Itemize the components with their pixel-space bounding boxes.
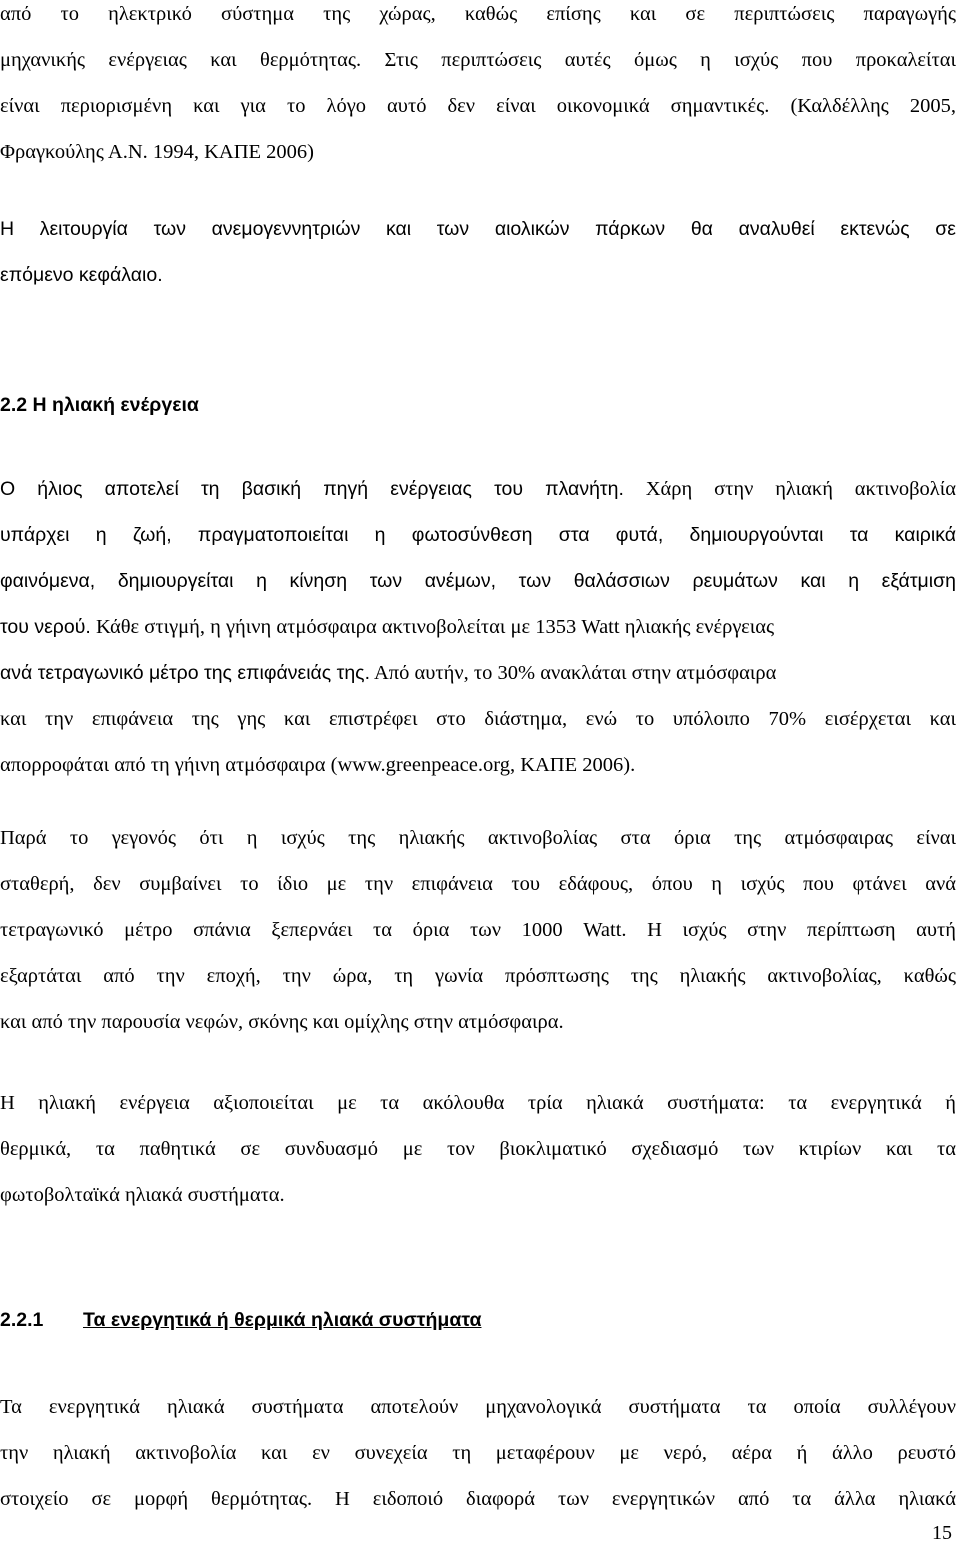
- paragraph-solar-systems: [0, 1080, 956, 1218]
- text-line: Φραγκούλης Α.Ν. 1994, ΚΑΠΕ 2006): [0, 141, 315, 163]
- text-line: από το ηλεκτρικό σύστημα της χώρας, καθώς επίσης και σε περιπτώσεις παραγωγής: [0, 3, 956, 25]
- text-line: θερμικά, τα παθητικά σε συνδυασμό με τον βιοκλιματικό σχεδιασμό των κτιρίων και τα: [0, 1138, 956, 1160]
- text-line: μηχανικής ενέργειας και θερμότητας. Στις περιπτώσεις αυτές όμως η ισχύς που προκαλείται: [0, 49, 956, 71]
- paragraph-sun: [0, 466, 956, 788]
- section-heading: [0, 382, 199, 428]
- text-line: επόμενο κεφάλαιο.: [0, 264, 163, 286]
- subsection-heading: [0, 1297, 481, 1343]
- text-line: φαινόμενα, δημιουργείται η κίνηση των ανέμων, των θαλάσσιων ρευμάτων και η εξάτμιση: [0, 570, 956, 592]
- text-line: [0, 604, 956, 650]
- text-line: είναι περιορισμένη και για το λόγο αυτό δεν είναι οικονομικά σημαντικές. (Καλδέλλης 2005,: [0, 95, 956, 117]
- text-line: φωτοβολταϊκά ηλιακά συστήματα.: [0, 1184, 285, 1206]
- text-segment: ανά τετραγωνικό μέτρο της επιφάνειάς της.: [0, 662, 370, 684]
- text-line: Η λειτουργία των ανεμογεννητριών και των αιολικών πάρκων θα αναλυθεί εκτενώς σε: [0, 218, 956, 240]
- text-line: στοιχείο σε μορφή θερμότητας. Η ειδοποιό διαφορά των ενεργητικών από τα άλλα ηλιακά: [0, 1488, 956, 1510]
- text-segment: του νερού.: [0, 616, 91, 638]
- text-line: απορροφάται από τη γήινη ατμόσφαιρα (www.greenpeace.org, ΚΑΠΕ 2006).: [0, 754, 636, 776]
- paragraph-wind-turbines: [0, 206, 956, 298]
- text-line: τετραγωνικό μέτρο σπάνια ξεπερνάει τα όρια των 1000 Watt. Η ισχύς στην περίπτωση αυτή: [0, 919, 956, 941]
- text-line: [0, 466, 956, 512]
- text-line: υπάρχει η ζωή, πραγματοποιείται η φωτοσύνθεση στα φυτά, δημιουργούνται τα καιρικά: [0, 524, 956, 546]
- text-line: εξαρτάται από την εποχή, την ώρα, τη γωνία πρόσπτωσης της ηλιακής ακτινοβολίας, καθώς: [0, 965, 956, 987]
- paragraph-continuation: [0, 0, 956, 175]
- page-number: 15: [932, 1522, 952, 1544]
- text-line: και την επιφάνεια της γης και επιστρέφει στο διάστημα, ενώ το υπόλοιπο 70% εισέρχεται και: [0, 708, 956, 730]
- text-line: Η ηλιακή ενέργεια αξιοποιείται με τα ακόλουθα τρία ηλιακά συστήματα: τα ενεργητικά ή: [0, 1092, 956, 1114]
- text-segment: Κάθε στιγμή, η γήινη ατμόσφαιρα ακτινοβολείται με 1353 Watt ηλιακής ενέργειας: [90, 616, 775, 638]
- text-segment: Από αυτήν, το 30% ανακλάται στην ατμόσφαιρα: [370, 662, 777, 684]
- text-line: Τα ενεργητικά ηλιακά συστήματα αποτελούν μηχανολογικά συστήματα τα οποία συλλέγουν: [0, 1396, 956, 1418]
- section-title: Η ηλιακή ενέργεια: [32, 394, 199, 416]
- section-number: 2.2: [0, 394, 28, 416]
- text-line: [0, 650, 956, 696]
- subsection-number: 2.2.1: [0, 1309, 44, 1331]
- text-line: Παρά το γεγονός ότι η ισχύς της ηλιακής ακτινοβολίας στα όρια της ατμόσφαιρας είναι: [0, 827, 956, 849]
- text-segment: Ο ήλιος αποτελεί τη βασική πηγή ενέργειας του πλανήτη.: [0, 478, 624, 500]
- text-line: την ηλιακή ακτινοβολία και εν συνεχεία τη μεταφέρουν με νερό, αέρα ή άλλο ρευστό: [0, 1442, 956, 1464]
- text-segment: Χάρη στην ηλιακή ακτινοβολία: [623, 478, 956, 500]
- paragraph-active-systems: [0, 1384, 956, 1522]
- text-line: και από την παρουσία νεφών, σκόνης και ομίχλης στην ατμόσφαιρα.: [0, 1011, 564, 1033]
- subsection-title: Τα ενεργητικά ή θερμικά ηλιακά συστήματα: [83, 1309, 482, 1331]
- paragraph-ground-radiation: [0, 815, 956, 1045]
- text-line: σταθερή, δεν συμβαίνει το ίδιο με την επιφάνεια του εδάφους, όπου η ισχύς που φτάνει ανά: [0, 873, 956, 895]
